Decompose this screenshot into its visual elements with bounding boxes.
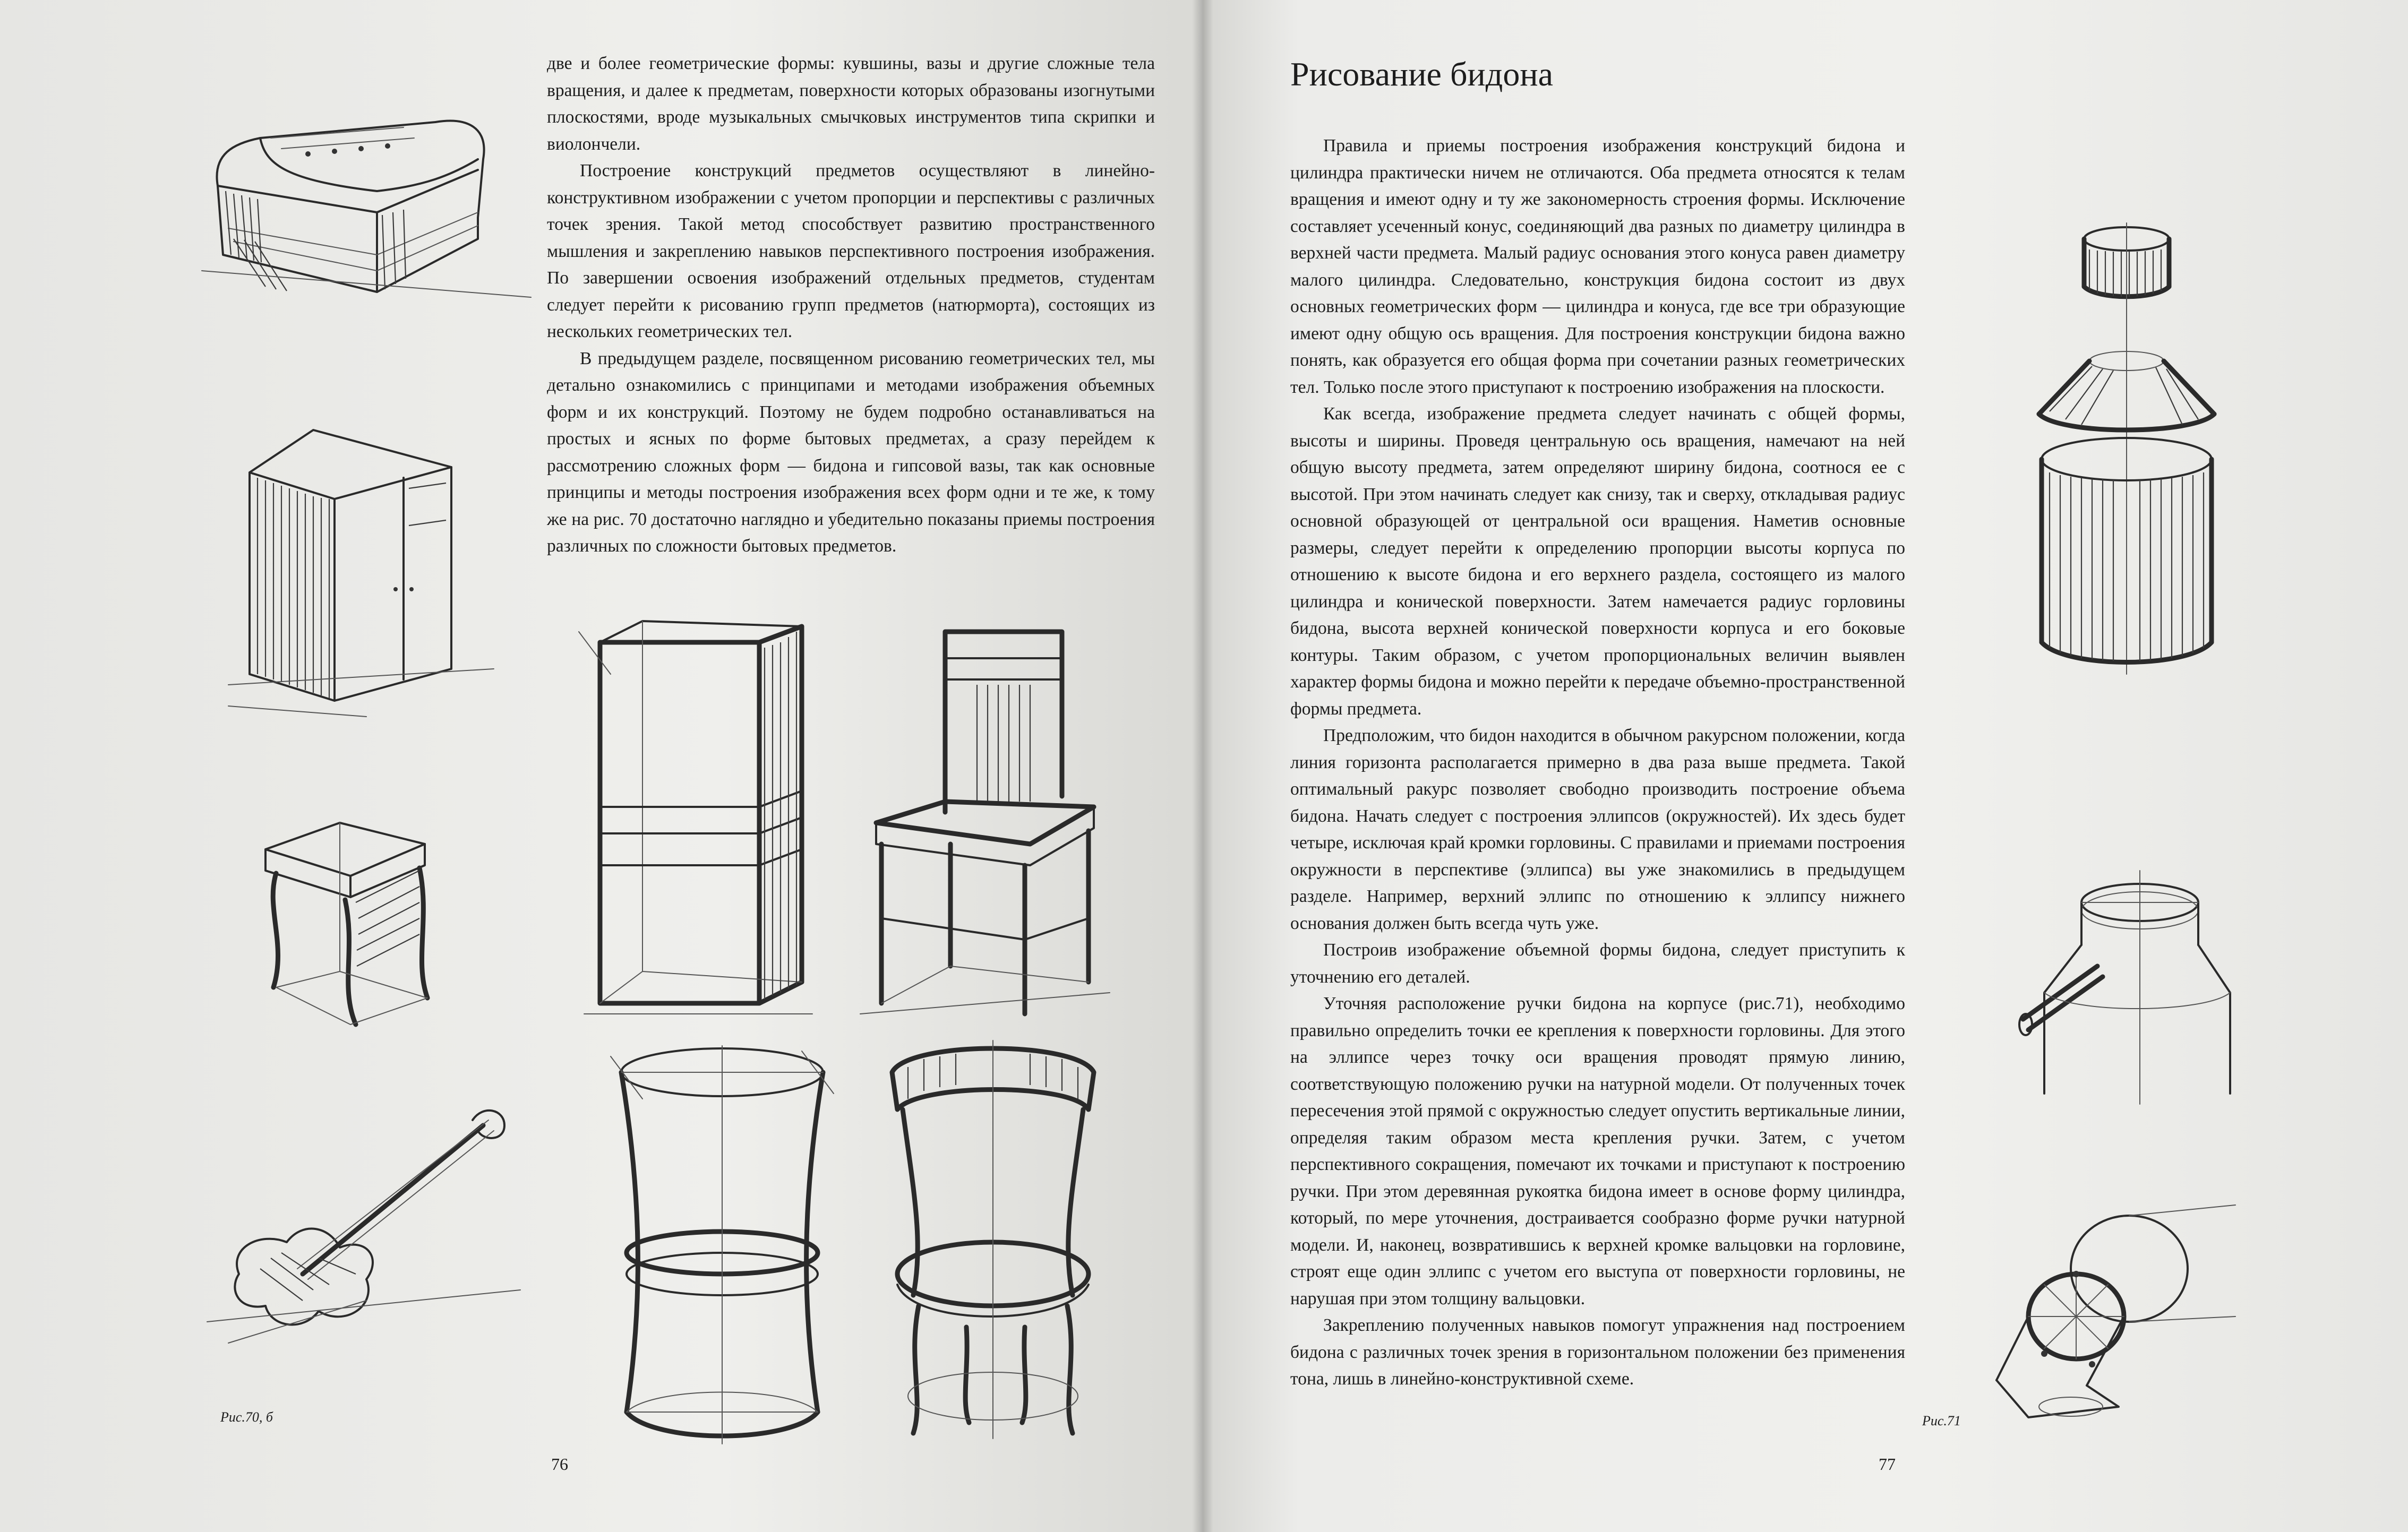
cabinet-construction-sketch: [579, 610, 823, 1019]
cylinder-construction-sketch: [600, 1040, 839, 1449]
paragraph: Уточняя расположение ручки бидона на корпусе (рис.71), необходимо правильно определить точки ее крепления к поверхности горловины. Для этого на эллипсе через точку оси вращения проводят прямую линию, соответствующую положению ручки на натурной модели. От полученных точек пересечения этой прямой с окружностью следует опустить вертикальные линии, определяя таким образом места крепления ручки. Затем, с учетом перспективного сокращения, помечают их точками и приступают к построению ручки. При этом деревянная рукоятка бидона имеет в основе форму цилиндра, который, по мере уточнения, достраивается сообразно форме ручки натурной модели. И, наконец, возвратившись к верхней кромке вальцовки на горловине, строят еще один эллипс с учетом его выступа от поверхности горловины, не нарушая при этом толщину вальцовки.: [1290, 994, 1905, 1309]
paragraph: Предположим, что бидон находится в обычном ракурсном положении, когда линия горизонта располагается примерно в два раза выше предмета. Такой оптимальный ракурс позволяет свободно производить построение объема бидона. Начать следует с построения эллипсов (окружностей). Их здесь будет четыре, исключая край кромки горловины. С правилами и приемами построения окружности в перспективе (эллипса) вы уже знакомились в предыдущем разделе. Например, верхний эллипс по отношению к эллипсу нижнего основания должен быть всегда чуть уже.: [1290, 726, 1905, 933]
left-page: [0, 0, 1203, 1532]
figure-caption-71: Рис.71: [1922, 1413, 1961, 1428]
wardrobe-sketch: [228, 419, 494, 717]
stool-sketch: [244, 812, 446, 1035]
sofa-sketch: [202, 80, 531, 303]
violin-sketch: [207, 1099, 520, 1348]
left-page-text: [547, 50, 1155, 560]
page-number-left: 76: [551, 1454, 568, 1474]
chapter-title: Рисование бидона: [1290, 55, 1553, 93]
book-gutter: [1192, 0, 1213, 1532]
paragraph: две и более геометрические формы: кувшины, вазы и другие сложные тела вращения, и далее к предметам, поверхности которых образованы изогнутыми плоскостями, вроде музыкальных смычковых инструментов типа скрипки и виолончели.: [547, 54, 1155, 154]
can-components-sketch: [2028, 223, 2225, 674]
round-chair-construction-sketch: [876, 1030, 1110, 1444]
paragraph: Построение конструкций предметов осуществляют в линейно-конструктивном изображении с учетом пропорции и перспективы с различных точек зрения. Такой метод способствует развитию пространственного мышления и закреплению навыков перспективного построения изображения. По завершении освоения изображений отдельных предметов, студентам следует перейти к рисованию групп предметов (натюрморта), состоящих из нескольких геометрических тел.: [547, 161, 1155, 341]
paragraph: Построив изображение объемной формы бидона, следует приступить к уточнению его деталей.: [1290, 940, 1905, 987]
chair-construction-sketch: [860, 621, 1110, 1025]
page-number-right: 77: [1879, 1454, 1896, 1474]
paragraph: Как всегда, изображение предмета следует начинать с общей формы, высоты и ширины. Проведя центральную ось вращения, намечают на ней общую высоту предмета, затем определяют ширину бидона, соотнося ее с высотой. При этом начинать следует как снизу, так и сверху, откладывая радиус основной образующей от центральной оси вращения. Наметив основные размеры, следует перейти к определению пропорции высоты корпуса по отношению к высоте бидона и его верхнего раздела, состоящего из малого цилиндра и конической поверхности. Затем намечается радиус горловины бидона, высота верхней конической поверхности корпуса и его боковые контуры. Таким образом, с учетом пропорциональных величин выявлен характер формы бидона и можно перейти к передаче объемно-пространственной формы предмета.: [1290, 404, 1905, 719]
right-page-text: [1290, 133, 1905, 1393]
paragraph: В предыдущем разделе, посвященном рисованию геометрических тел, мы детально ознакомились с принципами и методами изображения объемных форм и их конструкций. Поэтому не будем подробно останавливаться на простых и ясных по форме бытовых предметах, а сразу перейдем к рассмотрению сложных форм — бидона и гипсовой вазы, так как основные принципы и методы построения изображения всех форм одни и те же, к тому же на рис. 70 достаточно наглядно и убедительно показаны приемы построения различных по сложности бытовых предметов.: [547, 348, 1155, 556]
figure-caption-70: Рис.70, б: [220, 1409, 273, 1425]
can-with-handle-sketch: [2007, 871, 2230, 1104]
paragraph: Правила и приемы построения изображения конструкций бидона и цилиндра практически ничем не отличаются. Оба предмета относятся к телам вращения и имеют одну и ту же закономерность строения формы. Исключение составляет усеченный конус, соединяющий два разных по диаметру цилиндра в верхней части предмета. Малый радиус основания этого конуса равен диаметру малого цилиндра. Следовательно, конструкция бидона состоит из двух основных геометрических форм — цилиндра и конуса, где все три образующие имеют одну общую ось вращения. Для построения конструкции бидона важно понять, как образуется его общая форма при сочетании разных геометрических тел. Только после этого приступают к построению изображения на плоскости.: [1290, 136, 1905, 397]
paragraph: Закреплению полученных навыков помогут упражнения над построением бидона с различных точек зрения в горизонтальном положении без применения тона, лишь в линейно-конструктивной схеме.: [1290, 1315, 1905, 1389]
handle-detail-sketch: [1996, 1205, 2235, 1433]
